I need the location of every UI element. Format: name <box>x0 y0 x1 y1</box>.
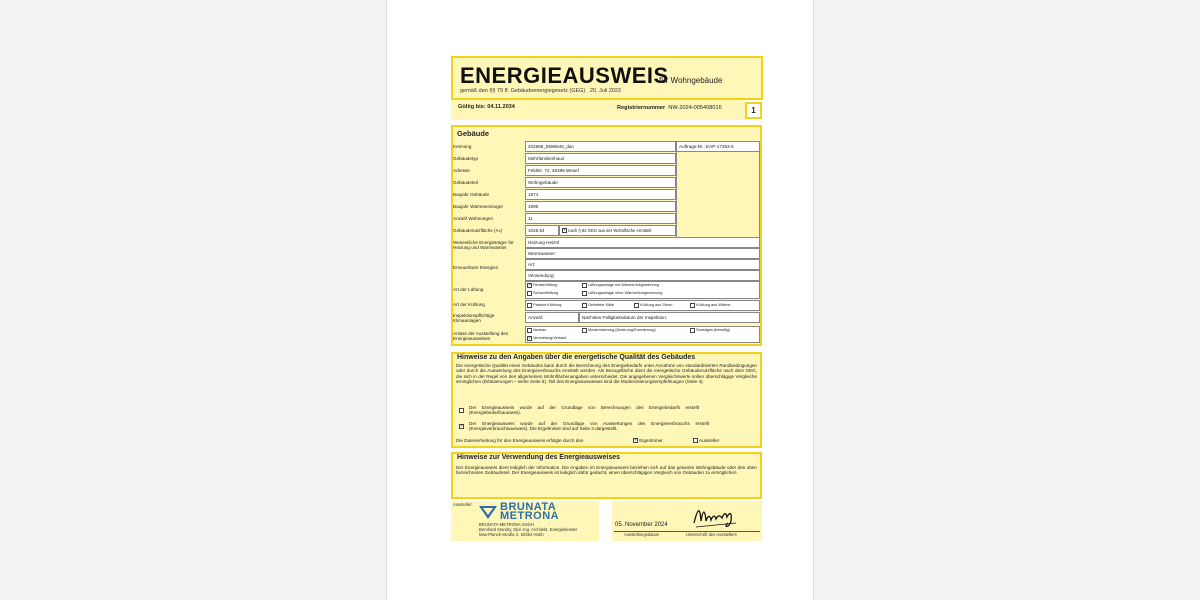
notes-usage-text: Der Energieausweis dient lediglich der Information. Die Angaben im Energieausweis beziehen sich auf das gesamte Wohngebäude oder den oben bezeichneten Gebäudeteil. Der Energieausweis ist lediglich dafür gedacht, einen überschlägigen Vergleich von Gebäuden zu ermöglichen. <box>456 465 757 476</box>
ventilation-label: Art der Lüftung <box>453 287 484 292</box>
cool-option[interactable]: Gelieferte Kälte <box>582 302 614 308</box>
order-number: Auftrags-Nr.: EAP-17353-5 <box>676 141 760 152</box>
checkbox-icon[interactable] <box>527 291 532 296</box>
row-value: 202986_8596546_dan <box>525 141 676 152</box>
checkbox-checked-icon[interactable]: ✓ <box>634 437 639 444</box>
building-photo-area <box>676 152 760 238</box>
validity-row <box>451 100 746 120</box>
row-label: Baujahr Wärmeerzeuger <box>453 204 504 209</box>
checkbox-icon[interactable] <box>690 328 695 333</box>
notes-quality-heading: Hinweise zu den Angaben über die energetische Qualität des Gebäudes <box>457 354 696 361</box>
notes-usage-heading: Hinweise zur Verwendung des Energieausweises <box>457 454 621 461</box>
issuer-block <box>451 501 599 541</box>
inspection-label: Inspektionspflichtige Klimaanlagen <box>453 313 495 323</box>
row-label: Kennung <box>453 144 472 149</box>
document-subtitle: für Wohngebäude <box>659 76 723 85</box>
row-value: 11 <box>525 213 676 224</box>
checkbox-icon[interactable] <box>634 303 639 308</box>
row-value: 1974 <box>525 189 676 200</box>
brand-line2: METRONA <box>500 510 560 522</box>
document-title: ENERGIEAUSWEIS <box>460 63 669 88</box>
area-note: ✓ nach § 82 GEG aus der Wohnfläche ermittelt <box>559 225 676 236</box>
reason-option[interactable]: Sonstiges (freiwillig) <box>690 327 730 333</box>
reason-label: Anlass der Ausstellung des Energieausweises <box>453 331 509 341</box>
row-label: Gebäudetyp <box>453 156 479 161</box>
checkbox-icon[interactable] <box>690 303 695 308</box>
cool-option[interactable]: Passive Kühlung <box>527 302 561 308</box>
row-value: Feldstr. 74, 46485 Wesel <box>525 165 676 176</box>
inspection-count: Anzahl: <box>525 312 579 323</box>
checkbox-icon[interactable] <box>582 283 587 288</box>
valid-until: Gültig bis: 04.11.2034 <box>458 104 515 110</box>
checkbox-icon[interactable] <box>527 303 532 308</box>
checkbox-checked-icon[interactable]: ✓ <box>460 422 465 429</box>
owner-option[interactable]: ✓ Eigentümer <box>634 437 663 444</box>
brunata-logo-icon <box>479 504 497 520</box>
cool-option[interactable]: Kühlung aus Wärme <box>690 302 730 308</box>
row-label: Gebäudenutzfläche (Aₙ) <box>453 228 503 233</box>
row-label: Anzahl Wohnungen <box>453 216 494 221</box>
row-value: 1025,64 <box>525 225 559 236</box>
data-collection-label: Die Datenerhebung für den Energieausweis erfolgte durch den <box>456 438 584 443</box>
basis-demand-text: Der Energieausweis wurde auf der Grundlage von Berechnungen des Energiebedarfs erstellt (Energiebedarfsausweis). <box>469 405 699 416</box>
energy-label: Wesentliche Energieträger für Heizung und Warmwasser <box>453 240 514 250</box>
issue-date: 05. November 2024 <box>615 522 668 528</box>
basis-demand-checkbox[interactable] <box>459 407 464 413</box>
row-value: Wohngebäude <box>525 177 676 188</box>
row-value: Mehrfamilienhaus <box>525 153 676 164</box>
vent-option[interactable]: Schachtlüftung <box>527 290 558 296</box>
row-label: Adresse <box>453 168 470 173</box>
issuer-label: Aussteller: <box>453 502 473 507</box>
renewable-type: Art: <box>525 259 760 270</box>
cooling-label: Art der Kühlung <box>453 302 485 307</box>
checkbox-icon[interactable] <box>693 438 698 443</box>
notes-quality-section <box>451 352 762 448</box>
checkbox-checked-icon[interactable]: ✓ <box>528 334 533 341</box>
law-reference: gemäß den §§ 79 ff. Gebäudeenergiegesetz (GEG) 20. Juli 2022 <box>460 88 622 94</box>
issuer-address: Max-Planck-Straße 2, 50354 Hürth <box>479 532 544 537</box>
brand-line1: BRUNATA <box>500 501 557 513</box>
signature-block <box>612 501 762 541</box>
renewable-label: Erneuerbare Energien <box>453 265 499 270</box>
notes-usage-section <box>451 452 762 499</box>
signature-label: Unterschrift des Ausstellers <box>686 532 737 537</box>
page-number: 1 <box>745 102 762 119</box>
basis-consumption-text: Der Energieausweis wurde auf der Grundlage von Auswertungen des Energieverbrauchs erstellt (Energieverbrauchsausweis). Die Ergebnisse sind auf Seite 3 dargestellt. <box>469 421 709 432</box>
vent-option[interactable]: Lüftungsanlage mit Wärmerückgewinnung <box>582 282 659 288</box>
checkbox-checked-icon[interactable]: ✓ <box>563 227 568 234</box>
cool-option[interactable]: Kühlung aus Strom <box>634 302 672 308</box>
checkbox-icon[interactable] <box>582 291 587 296</box>
issue-date-label: Ausstellungsdatum <box>624 532 660 537</box>
title-block <box>451 56 763 100</box>
checkbox-checked-icon[interactable]: ✓ <box>528 281 533 288</box>
building-heading: Gebäude <box>457 129 490 138</box>
vent-option[interactable]: ✓ Fensterlüftung <box>528 281 558 288</box>
issuer-person: Bernhard Mundry, Dipl.-Ing. Architekt, Energieberater <box>479 527 578 532</box>
renewable-use: Verwendung: <box>525 270 760 281</box>
checkbox-icon[interactable] <box>527 328 532 333</box>
issuer-option[interactable]: Aussteller <box>693 438 719 444</box>
reason-option[interactable]: Neubau <box>527 327 546 333</box>
energy-water: Warmwasser: <box>525 248 760 259</box>
row-label: Gebäudeteil <box>453 180 478 185</box>
checkbox-icon[interactable] <box>582 303 587 308</box>
checkbox-icon[interactable] <box>582 328 587 333</box>
row-value: 1995 <box>525 201 676 212</box>
notes-quality-text: Die energetische Qualität eines Gebäudes kann durch die Berechnung des Energiebedarfs unter Annahme von standardisierten Randbedingungen oder durch die Auswertung des Energieverbrauchs ermittelt werden. Als Bezugsfläche dient die energetische Gebäudenutzfläche nach dem GEG, die sich in der Regel von den allgemeinen Wohnflächenangaben unterscheidet. Die angegebenen Vergleichswerte sollen überschlägige Vergleiche ermöglichen (Erläuterungen – siehe Seite 5). Teil des Energieausweises sind die Modernisierungsempfehlungen (Seite 4). <box>456 363 757 385</box>
checkbox-icon[interactable] <box>459 408 464 413</box>
row-label: Baujahr Gebäude <box>453 192 490 197</box>
energy-heating: Heizung Heizöl <box>525 237 760 248</box>
issuer-company: BRUNATA-METRONA GmbH <box>479 522 534 527</box>
signature-image <box>692 503 740 531</box>
reason-option[interactable]: Modernisierung (Änderung/Erweiterung) <box>582 327 656 333</box>
vent-option[interactable]: Lüftungsanlage ohne Wärmerückgewinnung <box>582 290 662 296</box>
registration: Registriernummer NW-2024-005408016 <box>617 105 722 111</box>
reason-option[interactable]: ✓ Vermietung/Verkauf <box>528 334 567 341</box>
basis-consumption-checkbox[interactable] <box>459 423 464 429</box>
inspection-next: Nächstes Fälligkeitsdatum der Inspektion: <box>579 312 760 323</box>
